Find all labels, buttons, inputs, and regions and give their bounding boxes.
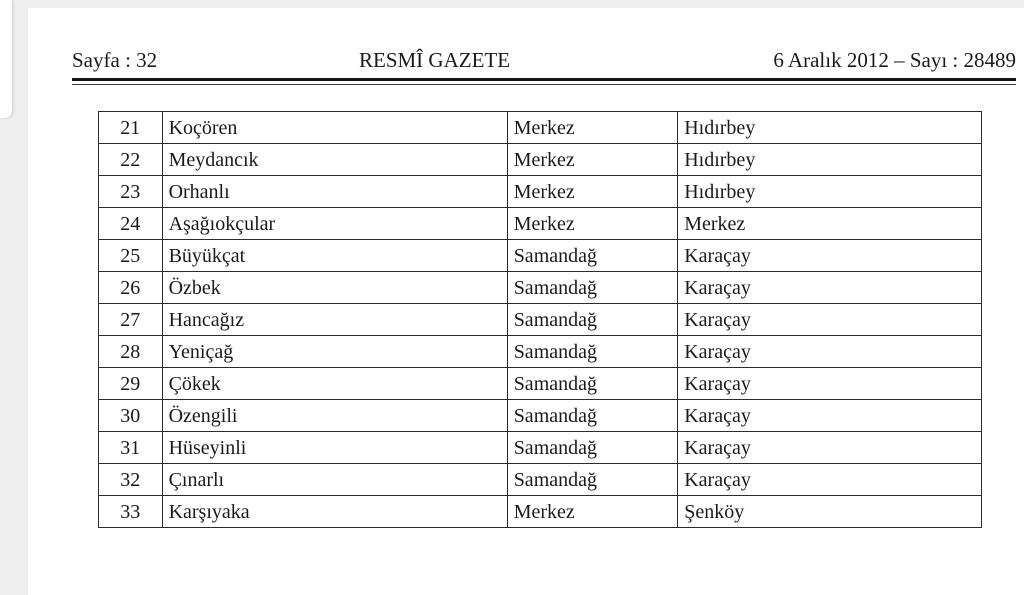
village-name-cell: Orhanlı	[162, 176, 507, 208]
subdistrict-cell: Karaçay	[678, 272, 982, 304]
table-row	[99, 240, 982, 272]
subdistrict-cell: Hıdırbey	[678, 176, 982, 208]
district-cell: Samandağ	[507, 368, 678, 400]
district-cell: Merkez	[507, 496, 678, 528]
village-table	[98, 111, 982, 528]
village-name-cell: Aşağıokçular	[162, 208, 507, 240]
table-row	[99, 336, 982, 368]
row-number-cell: 26	[99, 272, 163, 304]
row-number-cell: 25	[99, 240, 163, 272]
district-cell: Samandağ	[507, 400, 678, 432]
village-name-cell: Yeniçağ	[162, 336, 507, 368]
district-cell: Samandağ	[507, 336, 678, 368]
subdistrict-cell: Karaçay	[678, 336, 982, 368]
subdistrict-cell: Karaçay	[678, 240, 982, 272]
page-header	[72, 48, 1016, 76]
village-name-cell: Koçören	[162, 112, 507, 144]
row-number-cell: 31	[99, 432, 163, 464]
document-page	[28, 8, 1024, 595]
table-row	[99, 112, 982, 144]
village-name-cell: Büyükçat	[162, 240, 507, 272]
subdistrict-cell: Karaçay	[678, 400, 982, 432]
row-number-cell: 32	[99, 464, 163, 496]
district-cell: Merkez	[507, 176, 678, 208]
date-issue-label: 6 Aralık 2012 – Sayı : 28489	[773, 48, 1016, 72]
village-name-cell: Meydancık	[162, 144, 507, 176]
table-row	[99, 464, 982, 496]
table-row	[99, 272, 982, 304]
district-cell: Samandağ	[507, 240, 678, 272]
subdistrict-cell: Şenköy	[678, 496, 982, 528]
row-number-cell: 30	[99, 400, 163, 432]
header-rule-thin	[72, 84, 1016, 85]
table-row	[99, 208, 982, 240]
village-name-cell: Hancağız	[162, 304, 507, 336]
table-row	[99, 432, 982, 464]
header-rule-thick	[72, 78, 1016, 81]
table-row	[99, 144, 982, 176]
row-number-cell: 21	[99, 112, 163, 144]
subdistrict-cell: Hıdırbey	[678, 112, 982, 144]
row-number-cell: 28	[99, 336, 163, 368]
row-number-cell: 22	[99, 144, 163, 176]
district-cell: Merkez	[507, 144, 678, 176]
row-number-cell: 24	[99, 208, 163, 240]
village-name-cell: Hüseyinli	[162, 432, 507, 464]
row-number-cell: 33	[99, 496, 163, 528]
village-name-cell: Çınarlı	[162, 464, 507, 496]
district-cell: Samandağ	[507, 432, 678, 464]
row-number-cell: 29	[99, 368, 163, 400]
row-number-cell: 27	[99, 304, 163, 336]
subdistrict-cell: Karaçay	[678, 432, 982, 464]
district-cell: Samandağ	[507, 272, 678, 304]
village-name-cell: Özengili	[162, 400, 507, 432]
district-cell: Samandağ	[507, 464, 678, 496]
table-row	[99, 496, 982, 528]
table-row	[99, 176, 982, 208]
subdistrict-cell: Hıdırbey	[678, 144, 982, 176]
table-row	[99, 400, 982, 432]
side-panel-edge	[0, 0, 13, 118]
row-number-cell: 23	[99, 176, 163, 208]
subdistrict-cell: Karaçay	[678, 304, 982, 336]
village-table-body	[99, 112, 982, 528]
district-cell: Merkez	[507, 112, 678, 144]
village-name-cell: Özbek	[162, 272, 507, 304]
gazette-title: RESMÎ GAZETE	[359, 48, 511, 72]
subdistrict-cell: Merkez	[678, 208, 982, 240]
subdistrict-cell: Karaçay	[678, 368, 982, 400]
district-cell: Samandağ	[507, 304, 678, 336]
village-name-cell: Karşıyaka	[162, 496, 507, 528]
page-number-label: Sayfa : 32	[72, 48, 158, 72]
table-row	[99, 304, 982, 336]
village-name-cell: Çökek	[162, 368, 507, 400]
subdistrict-cell: Karaçay	[678, 464, 982, 496]
table-row	[99, 368, 982, 400]
district-cell: Merkez	[507, 208, 678, 240]
